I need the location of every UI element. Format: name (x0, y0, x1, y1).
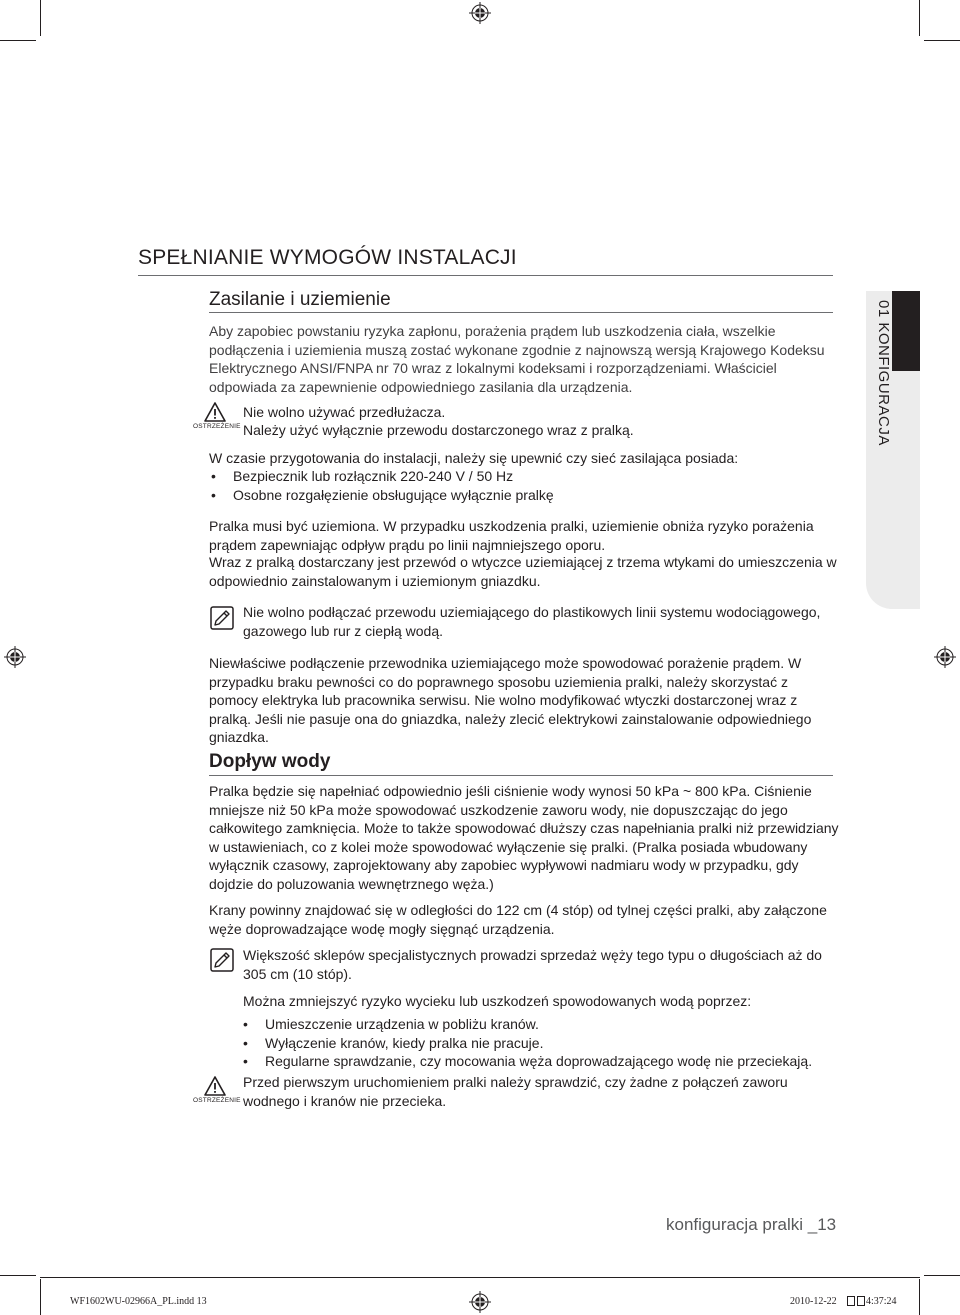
slug-filename: WF1602WU-02966A_PL.indd 13 (70, 1296, 207, 1307)
crop-mark (40, 0, 41, 36)
warning-line: Nie wolno używać przedłużacza. (243, 404, 446, 420)
subsection-divider (209, 312, 833, 313)
crop-mark (924, 40, 960, 41)
warning-triangle-icon (204, 1076, 226, 1096)
water-section-title: Dopływ wody (209, 751, 331, 772)
warning-badge (193, 1076, 241, 1116)
crop-mark (919, 0, 920, 36)
list-item: • Wyłączenie kranów, kiedy pralka nie pracuje. (243, 1034, 853, 1053)
grounding-paragraph: Wraz z pralką dostarczany jest przewód o wtyczce uziemiającej z trzema wtykami do umieszczenia w odpowiednio zainstalowanym i uziemionym gniazdku. (209, 554, 837, 589)
check-list (211, 467, 831, 504)
crop-mark (924, 1275, 960, 1276)
power-intro: Aby zapobiec powstaniu ryzyka zapłonu, porażenia prądem lub uszkodzenia ciała, wszelkie podłączenia i uziemienia muszą zostać wykonane zgodnie z najnowszą wersją Krajowego Kodeksu Elektrycznego ANSI/FNPA nr 70 wraz z lokalnymi kodeksami i rozporządzeniami. Właściciel odpowiada za zapewnienie odpowiedniego zasilania dla urządzenia. (209, 323, 825, 395)
slug-glyph-boxes (847, 1296, 865, 1309)
power-section-title: Zasilanie i uziemienie (209, 289, 391, 310)
note-pencil-icon (210, 606, 234, 630)
note-pencil-icon (210, 948, 234, 972)
note-text: Większość sklepów specjalistycznych prowadzi sprzedaż węży tego typu o długościach aż do 305 cm (10 stóp). (243, 947, 822, 982)
grounding-paragraph: Pralka musi być uziemiona. W przypadku uszkodzenia pralki, uziemienie obniża ryzyko porażenia prądem zapewniając odpływ prądu po linii najmniejszego oporu. (209, 518, 814, 553)
slug-date: 2010-12-22 (790, 1296, 837, 1307)
subsection-divider (209, 775, 833, 776)
crop-mark (40, 1279, 41, 1315)
warning-label: OSTRZEŻENIE (193, 423, 241, 430)
warning-line: Należy użyć wyłącznie przewodu dostarczonego wraz z pralką. (243, 422, 634, 438)
list-item: • Regularne sprawdzanie, czy mocowania węża doprowadzającego wodę nie przeciekają. (243, 1052, 853, 1071)
registration-mark-icon (4, 646, 26, 668)
slug-time: 4:37:24 (866, 1296, 897, 1307)
list-item: • Umieszczenie urządzenia w pobliżu kranów. (243, 1015, 853, 1034)
chapter-tab-marker (892, 291, 920, 371)
crop-mark (0, 40, 36, 41)
registration-mark-icon (934, 646, 956, 668)
crop-mark (919, 1279, 920, 1315)
note-text: Nie wolno podłączać przewodu uziemiającego do plastikowych linii systemu wodociągowego, gazowego lub rur z ciepłą wodą. (243, 604, 821, 639)
warning-triangle-icon (204, 402, 226, 422)
risk-intro: Można zmniejszyć ryzyko wycieku lub uszkodzeń spowodowanych wodą poprzez: (243, 993, 752, 1009)
risk-list (243, 1015, 853, 1071)
crop-mark (0, 1275, 36, 1276)
improper-connection-paragraph: Niewłaściwe podłączenie przewodnika uziemiającego może spowodować porażenie prądem. W przypadku braku pewności co do poprawnego sposobu uziemienia pralki, należy skorzystać z pomocy elektryka lub pracownika serwisu. Nie wolno modyfikować wtyczki dostarczonej wraz z pralką. Jeśli nie pasuje ona do gniazdka, należy zlecić elektrykowi zainstalowanie odpowiedniego gniazdka. (209, 655, 812, 745)
list-item: • Osobne rozgałęzienie obsługujące wyłącznie pralkę (211, 486, 831, 505)
footer-rule (40, 1277, 920, 1278)
registration-mark-icon (469, 2, 491, 24)
warning-label: OSTRZEŻENIE (193, 1097, 241, 1104)
section-divider (138, 275, 833, 276)
check-intro: W czasie przygotowania do instalacji, należy się upewnić czy sieć zasilająca posiada: (209, 450, 739, 466)
water-pressure-paragraph: Pralka będzie się napełniać odpowiednio jeśli ciśnienie wody wynosi 50 kPa ~ 800 kPa. Ciśnienie mniejsze niż 50 kPa może spowodować uszkodzenie zaworu wody, nie dopuszczając do jego całkowitego zamknięcia. Może to także spowodować dłuższy czas napełniania pralki niż przewidziany w ustawieniach, co z kolei może spowodować wyłączenie się pralki. (Pralka posiada wbudowany wyłącznik czasowy, zaprojektowany aby zapobiec wypływowi nadmiaru wody w przypadku, gdy dojdzie do poluzowania wewnętrznego węża.) (209, 783, 839, 892)
page-footer: konfiguracja pralki _13 (666, 1215, 837, 1234)
registration-mark-icon (469, 1291, 491, 1313)
warning-text: Przed pierwszym uruchomieniem pralki należy sprawdzić, czy żadne z połączeń zaworu wodnego i kranów nie przecieka. (243, 1074, 788, 1109)
list-item: • Bezpiecznik lub rozłącznik 220-240 V / 50 Hz (211, 467, 831, 486)
warning-badge (193, 402, 241, 442)
chapter-tab-label: 01 KONFIGURACJA (875, 300, 892, 446)
section-title: SPEŁNIANIE WYMOGÓW INSTALACJI (138, 246, 517, 269)
taps-paragraph: Krany powinny znajdować się w odległości do 122 cm (4 stóp) od tylnej części pralki, aby załączone węże doprowadzające wodę mogły sięgnąć urządzenia. (209, 902, 827, 937)
